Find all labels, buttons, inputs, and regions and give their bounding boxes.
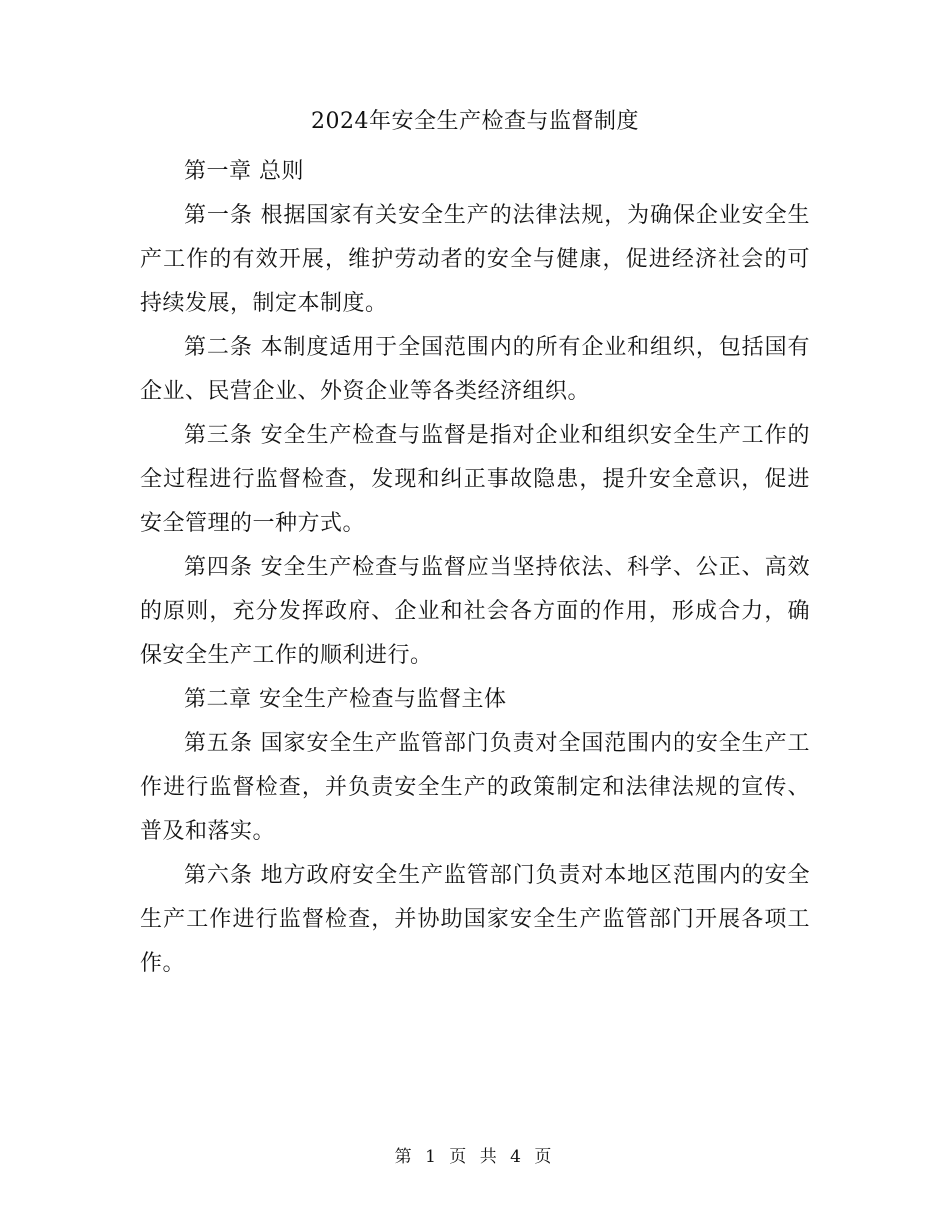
article-1: 第一条 根据国家有关安全生产的法律法规，为确保企业安全生产工作的有效开展，维护劳动者的安全与健康，促进经济社会的可持续发展，制定本制度。 [140,203,810,316]
article-3: 第三条 安全生产检查与监督是指对企业和组织安全生产工作的全过程进行监督检查，发现和纠正事故隐患，提升安全意识，促进安全管理的一种方式。 [140,423,810,536]
article-6: 第六条 地方政府安全生产监管部门负责对本地区范围内的安全生产工作进行监督检查，并协助国家安全生产监管部门开展各项工作。 [140,863,810,976]
document-body [140,150,810,986]
chapter-heading-1: 第一章 总则 [184,159,304,184]
article-2: 第二条 本制度适用于全国范围内的所有企业和组织，包括国有企业、民营企业、外资企业等各类经济组织。 [140,335,810,404]
document-title: 2024年安全生产检查与监督制度 [311,109,639,134]
article-5: 第五条 国家安全生产监管部门负责对全国范围内的安全生产工作进行监督检查，并负责安全生产的政策制定和法律法规的宣传、普及和落实。 [140,731,810,844]
article-4: 第四条 安全生产检查与监督应当坚持依法、科学、公正、高效的原则，充分发挥政府、企业和社会各方面的作用，形成合力，确保安全生产工作的顺利进行。 [140,555,810,668]
chapter-heading-2: 第二章 安全生产检查与监督主体 [184,687,507,712]
page-number: 第 1 页 共 4 页 [394,1147,556,1167]
